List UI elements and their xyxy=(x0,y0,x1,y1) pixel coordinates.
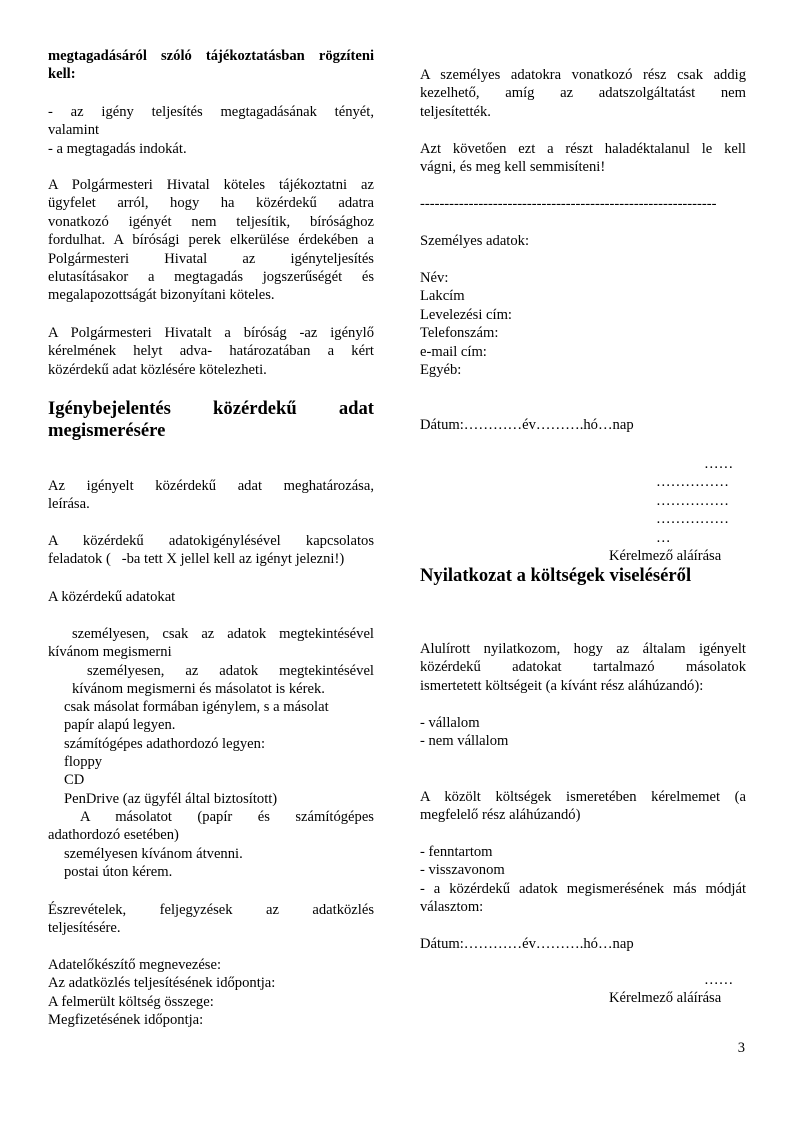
declaration-paragraph xyxy=(420,640,746,695)
heading-line: megismerésére xyxy=(48,420,166,441)
data-label: A közérdekű adatokat xyxy=(48,589,176,605)
request-options xyxy=(420,843,746,917)
cut-line: ------------------------------------------------------------- xyxy=(420,196,717,212)
option-paper[interactable]: papír alapú legyen. xyxy=(64,717,176,733)
paragraph-line: ügyfelet arról, hogy ha közérdekű adatra xyxy=(48,195,374,212)
personal-data-title: Személyes adatok: xyxy=(420,233,530,249)
option-floppy[interactable]: floppy xyxy=(64,754,103,770)
option-line: kívánom megismerni és másolatot is kérek. xyxy=(72,681,325,698)
paragraph-line: Polgármesteri Hivatal az igényteljesítés xyxy=(48,250,374,267)
admin-field-completion-date: Az adatközlés teljesítésének időpontja: xyxy=(48,975,276,992)
field-address: Lakcím xyxy=(420,288,465,305)
option-line: kívánom megismerni xyxy=(48,644,172,661)
paragraph-line: Észrevételek, feljegyzések az adatközlés xyxy=(48,902,374,918)
signature-label: Kérelmező aláírása xyxy=(609,548,722,565)
refusal-intro-line: megtagadásáról szóló tájékoztatásban rögzíteni xyxy=(48,48,374,64)
option-line: A másolatot (papír és számítógépes xyxy=(80,809,374,825)
paragraph-line: A Polgármesteri Hivatal köteles tájékoztatni az xyxy=(48,177,374,193)
option-copy-only[interactable]: csak másolat formában igénylem, s a másolat xyxy=(64,699,329,715)
signature-label: Kérelmező aláírása xyxy=(609,990,722,1007)
paragraph-line: fordulhat. A bírósági perek elkerülése érdekében a xyxy=(48,232,374,249)
paragraph-line: Alulírott nyilatkozom, hogy az általam igényelt xyxy=(420,641,746,657)
paragraph-line: elutasításakor a megtagadás jogszerűségét és xyxy=(48,269,374,286)
option-pickup-personal[interactable]: személyesen kívánom átvenni. xyxy=(64,846,243,862)
refusal-item: valamint xyxy=(48,122,100,139)
option-line: adathordozó esetében) xyxy=(48,827,179,844)
cost-options xyxy=(420,714,746,751)
admin-field-cost: A felmerült költség összege: xyxy=(48,993,214,1010)
signature-dots: …………… xyxy=(656,511,729,528)
signature-block xyxy=(420,455,746,565)
paragraph-line: vonatkozó igényét nem teljesítik, bírósághoz xyxy=(48,213,374,230)
option-other-method[interactable]: - a közérdekű adatok megismerésének más módját xyxy=(420,880,746,897)
field-name: Név: xyxy=(420,270,449,286)
paragraph-line: ismertetett költségeit (a kívánt rész aláhúzandó): xyxy=(420,677,704,694)
signature-dots: …………… xyxy=(656,474,729,491)
admin-field-payment-date: Megfizetésének időpontja: xyxy=(48,1012,204,1029)
refusal-items xyxy=(48,103,374,158)
paragraph-line: A közölt költségek ismeretében kérelmemet (a xyxy=(420,789,746,805)
destroy-notice xyxy=(420,140,746,177)
admin-fields xyxy=(48,956,374,1030)
court-paragraph xyxy=(48,324,374,379)
date-line: Dátum:…………év……….hó…nap xyxy=(420,417,634,433)
option-copy-delivery xyxy=(48,808,374,845)
refusal-item: - az igény teljesítés megtagadásának tényét, xyxy=(48,104,374,120)
option-line: személyesen, az adatok megtekintésével xyxy=(87,663,374,679)
option-pendrive[interactable]: PenDrive (az ügyfél által biztosított) xyxy=(64,791,278,807)
option-personal-copy[interactable] xyxy=(48,662,374,699)
admin-field-preparer: Adatelőkészítő megnevezése: xyxy=(48,957,222,973)
refusal-intro-line: kell: xyxy=(48,66,76,83)
personal-data-notice xyxy=(420,66,746,121)
field-email: e-mail cím: xyxy=(420,343,487,360)
paragraph-line: kérelmének helyt adva- határozatában a kért xyxy=(48,343,374,360)
personal-fields xyxy=(420,269,746,379)
option-decline[interactable]: - nem vállalom xyxy=(420,733,509,750)
paragraph-line: megalapozottságát bizonyítani köteles. xyxy=(48,287,275,304)
paragraph-line: kezelhető, amíg az adatszolgáltatást nem xyxy=(420,85,746,102)
tasks-paragraph xyxy=(48,532,374,569)
option-personal-view[interactable] xyxy=(48,625,374,662)
option-line: személyesen, csak az adatok megtekintésével xyxy=(72,626,374,642)
signature-block xyxy=(420,971,746,1008)
paragraph-line: leírása. xyxy=(48,496,90,513)
option-digital[interactable]: számítógépes adathordozó legyen: xyxy=(64,736,265,752)
paragraph-line: Azt követően ezt a részt haladéktalanul le kell xyxy=(420,141,746,157)
paragraph-line: A személyes adatokra vonatkozó rész csak addig xyxy=(420,67,746,83)
option-withdraw[interactable]: - visszavonom xyxy=(420,862,505,879)
paragraph-line: teljesítésére. xyxy=(48,920,121,937)
paragraph-line: feladatok ( -ba tett X jellel kell az igényt jelezni!) xyxy=(48,551,345,568)
definition-paragraph xyxy=(48,477,374,514)
refusal-item: - a megtagadás indokát. xyxy=(48,140,187,157)
paragraph-line: teljesítették. xyxy=(420,103,491,120)
paragraph-line: közérdekű adatokat tartalmazó másolatok xyxy=(420,659,746,676)
paragraph-line: megfelelő rész aláhúzandó) xyxy=(420,807,581,824)
request-paragraph xyxy=(420,788,746,825)
paragraph-line: vágni, és meg kell semmisíteni! xyxy=(420,159,606,176)
notes-paragraph xyxy=(48,901,374,938)
refusal-intro xyxy=(48,47,374,84)
paragraph-line: közérdekű adat közlésére kötelezheti. xyxy=(48,361,267,378)
signature-dots: …………… xyxy=(656,492,729,509)
signature-dots: …… xyxy=(704,456,734,472)
option-maintain[interactable]: - fenntartom xyxy=(420,844,493,860)
signature-dots: …… xyxy=(704,972,734,988)
signature-dots: … xyxy=(656,529,671,546)
paragraph-line: Az igényelt közérdekű adat meghatározása, xyxy=(48,478,374,494)
field-phone: Telefonszám: xyxy=(420,325,499,342)
field-other: Egyéb: xyxy=(420,362,462,379)
field-postal-address: Levelezési cím: xyxy=(420,306,512,323)
date-line: Dátum:…………év……….hó…nap xyxy=(420,936,634,952)
page-number: 3 xyxy=(737,1040,745,1056)
office-inform-paragraph xyxy=(48,176,374,305)
option-other-method-cont: választom: xyxy=(420,899,484,916)
section-heading-request xyxy=(48,398,374,442)
paragraph-line: A közérdekű adatokigénylésével kapcsolatos xyxy=(48,533,374,549)
option-postal[interactable]: postai úton kérem. xyxy=(64,864,173,880)
paragraph-line: A Polgármesteri Hivatalt a bíróság -az igénylő xyxy=(48,325,374,341)
heading-line: Igénybejelentés közérdekű adat xyxy=(48,398,374,419)
option-cd[interactable]: CD xyxy=(64,772,85,788)
section-heading-costs: Nyilatkozat a költségek viseléséről xyxy=(420,565,692,586)
option-accept[interactable]: - vállalom xyxy=(420,715,480,731)
